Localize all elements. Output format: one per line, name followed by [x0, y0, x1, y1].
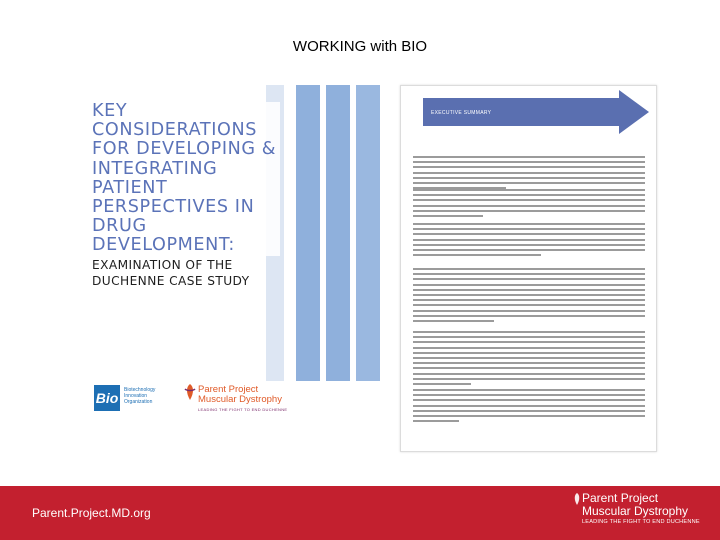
cover-title-line: PERSPECTIVES IN	[92, 197, 255, 218]
ppmd-logo-name	[198, 385, 282, 405]
cover-title-line: INTEGRATING	[92, 158, 218, 179]
cover-title-line: DEVELOPMENT:	[92, 235, 235, 256]
ppmd-logo-name	[582, 492, 688, 517]
bio-logo-icon: Bio	[94, 385, 120, 411]
text-paragraph	[413, 189, 645, 220]
ppmd-logo-line: Parent Project	[198, 384, 259, 395]
ppmd-logo-tagline: LEADING THE FIGHT TO END DUCHENNE	[198, 407, 288, 412]
ppmd-logo	[568, 490, 708, 536]
cover-title-line: DRUG	[92, 216, 147, 237]
website-link[interactable]: Parent.Project.MD.org	[32, 506, 151, 520]
cover-title-line: KEY	[92, 101, 128, 121]
cover-title-line: CONSIDERATIONS	[92, 120, 258, 141]
cover-stripe	[326, 85, 350, 427]
ppmd-logo-line: Muscular Dystrophy	[198, 394, 282, 405]
ppmd-logo-icon	[182, 383, 198, 401]
executive-summary-label: EXECUTIVE SUMMARY	[431, 110, 492, 116]
cover-stripe	[296, 85, 320, 427]
text-paragraph	[413, 268, 645, 325]
footer-bar	[0, 486, 720, 540]
executive-summary-page-image	[400, 85, 657, 452]
cover-subtitle-line: DUCHENNE CASE STUDY	[92, 273, 250, 288]
bio-logo-name: Biotechnology Innovation Organization	[124, 387, 156, 405]
cover-title	[92, 102, 280, 256]
report-cover-image	[90, 85, 380, 427]
cover-title-line: FOR DEVELOPING &	[92, 139, 277, 160]
ppmd-logo-tagline: LEADING THE FIGHT TO END DUCHENNE	[582, 519, 700, 525]
cover-title-line: PATIENT	[92, 177, 168, 198]
text-paragraph	[413, 389, 645, 425]
cover-stripe	[356, 85, 380, 427]
text-paragraph	[413, 156, 645, 192]
ppmd-logo-line: Parent Project	[582, 491, 659, 505]
cover-logos	[90, 381, 380, 427]
text-paragraph	[413, 223, 645, 259]
text-paragraph	[413, 331, 645, 388]
cover-subtitle	[92, 258, 254, 289]
ppmd-logo-line: Muscular Dystrophy	[582, 503, 689, 518]
slide-title: WORKING with BIO	[292, 38, 428, 55]
cover-subtitle-line: EXAMINATION OF THE	[92, 258, 233, 272]
